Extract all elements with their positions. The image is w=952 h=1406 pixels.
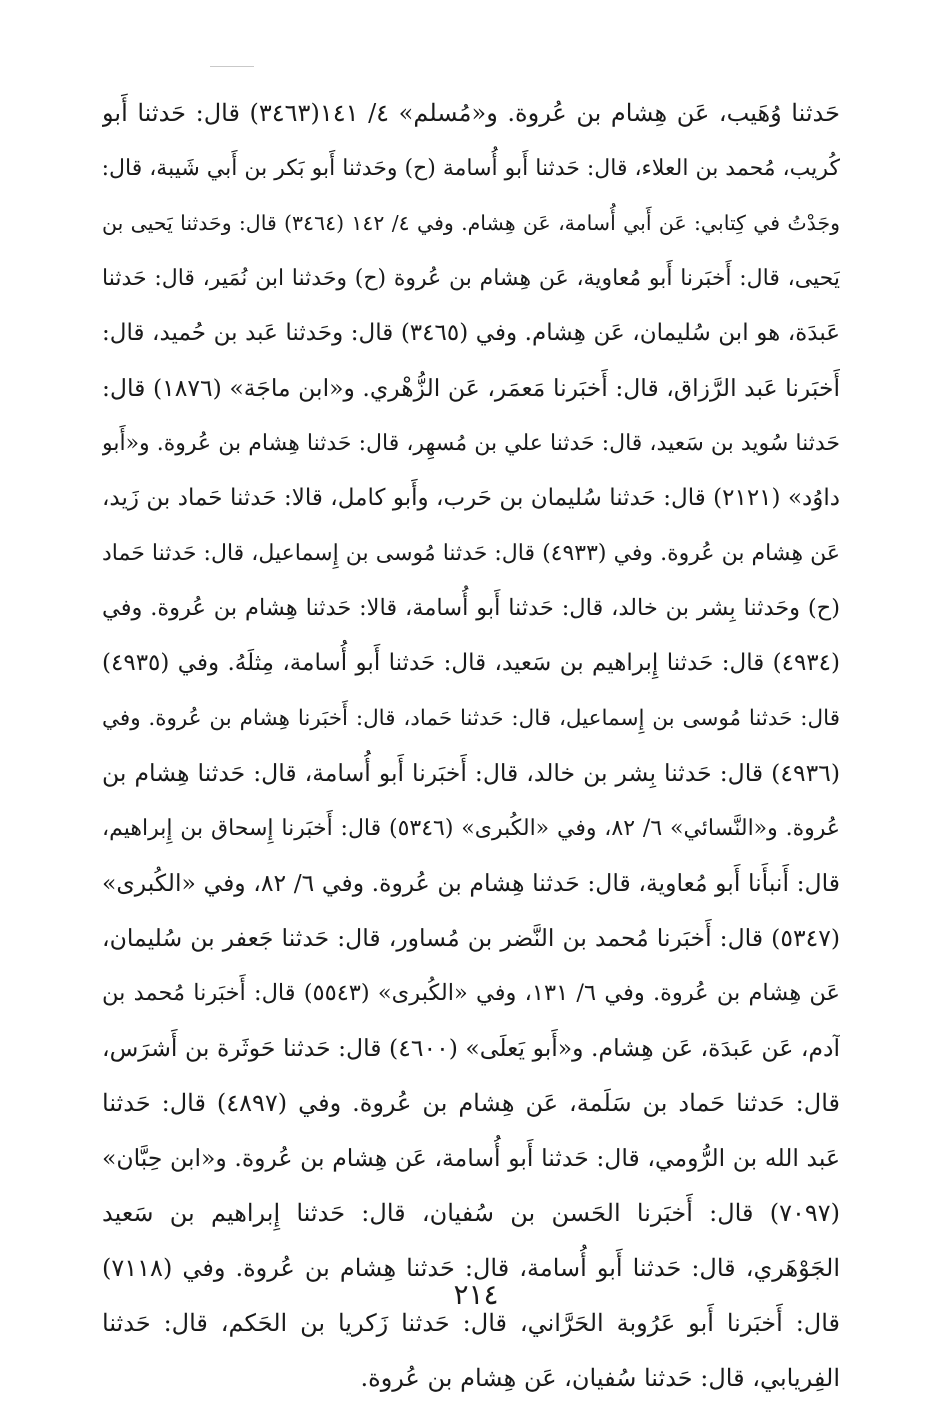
- text-line: حَدثنا سُويد بن سَعيد، قال: حَدثنا علي بن مُسهِر، قال: حَدثنا هِشام بن عُروة. و«أَبو: [102, 431, 840, 456]
- text-line: قال: أَنبأَنا أَبو مُعاوية، قال: حَدثنا هِشام بن عُروة. وفي ٦/ ٨٢، وفي «الكُبرى»: [102, 869, 840, 897]
- text-line: يَحيى، قال: أَخبَرنا أَبو مُعاوية، عَن هِشام بن عُروة (ح) وحَدثنا ابن نُمَير، قال: حَدثنا: [102, 266, 840, 291]
- text-line: (٤٩٣٤) قال: حَدثنا إِبراهيم بن سَعيد، قال: حَدثنا أَبو أُسامة، مِثلَهُ. وفي (٤٩٣٥): [102, 650, 840, 676]
- text-line: قال: حَدثنا حَماد بن سَلَمة، عَن هِشام بن عُروة. وفي (٤٨٩٧) قال: حَدثنا: [102, 1089, 840, 1117]
- text-line: عُروة. و«النَّسائي» ٦/ ٨٢، وفي «الكُبرى» (٥٣٤٦) قال: أَخبَرنا إِسحاق بن إِبراهيم،: [102, 816, 840, 841]
- text-line: عَبد الله بن الرُّومي، قال: حَدثنا أَبو أُسامة، عَن هِشام بن عُروة. و«ابن حِبَّان»: [102, 1144, 840, 1172]
- text-line: وجَدْتُ في كِتابي: عَن أَبي أُسامة، عَن هِشام. وفي ٤/ ١٤٢ (٣٤٦٤) قال: وحَدثنا يَحيى بن: [102, 211, 840, 235]
- text-line: داوُد» (٢١٢١) قال: حَدثنا سُليمان بن حَرب، وأَبو كامل، قالا: حَدثنا حَماد بن زَيد،: [102, 485, 840, 511]
- text-line: عَن هِشام بن عُروة. وفي ٦/ ١٣١، وفي «الكُبرى» (٥٥٤٣) قال: أَخبَرنا مُحمد بن: [102, 980, 840, 1006]
- scan-mark: [210, 66, 254, 67]
- text-line: أَخبَرنا عَبد الرَّزاق، قال: أَخبَرنا مَعمَر، عَن الزُّهْري. و«ابن ماجَة» (١٨٧٦) قال:: [102, 374, 840, 402]
- page-number: ٢١٤: [453, 1278, 499, 1311]
- text-line: عَن هِشام بن عُروة. وفي (٤٩٣٣) قال: حَدثنا مُوسى بن إِسماعيل، قال: حَدثنا حَماد: [102, 541, 840, 566]
- text-line: عَبدَة، هو ابن سُليمان، عَن هِشام. وفي (٣٤٦٥) قال: وحَدثنا عَبد بن حُميد، قال:: [102, 320, 840, 346]
- text-line: قال: حَدثنا مُوسى بن إِسماعيل، قال: حَدثنا حَماد، قال: أَخبَرنا هِشام بن عُروة. وفي: [102, 706, 840, 731]
- text-line: كُريب، مُحمد بن العلاء، قال: حَدثنا أَبو أُسامة (ح) وحَدثنا أَبو بَكر بن أَبي شَيبة، قال:: [102, 156, 840, 181]
- text-line-last: الفِريابي، قال: حَدثنا سُفيان، عَن هِشام بن عُروة.: [360, 1364, 840, 1392]
- text-line: الجَوْهَري، قال: حَدثنا أَبو أُسامة، قال: حَدثنا هِشام بن عُروة. وفي (٧١١٨): [102, 1254, 840, 1282]
- text-line: (٤٩٣٦) قال: حَدثنا بِشر بن خالد، قال: أَخبَرنا أَبو أُسامة، قال: حَدثنا هِشام بن: [102, 759, 840, 787]
- text-line: (٥٣٤٧) قال: أَخبَرنا مُحمد بن النَّضر بن مُساور، قال: حَدثنا جَعفر بن سُليمان،: [102, 924, 840, 952]
- text-line: قال: أَخبَرنا أَبو عَرُوبة الحَرَّاني، قال: حَدثنا زَكريا بن الحَكم، قال: حَدثنا: [102, 1309, 840, 1337]
- text-line: حَدثنا وُهَيب، عَن هِشام بن عُروة. و«مُسلم» ٤/ ١٤١(٣٤٦٣) قال: حَدثنا أَبو: [102, 99, 840, 127]
- text-line: آدم، عَن عَبدَة، عَن هِشام. و«أَبو يَعلَى» (٤٦٠٠) قال: حَدثنا حَوثَرة بن أَشرَس،: [102, 1034, 840, 1062]
- text-line: (٧٠٩٧) قال: أَخبَرنا الحَسن بن سُفيان، قال: حَدثنا إِبراهيم بن سَعيد: [102, 1199, 840, 1227]
- text-line: (ح) وحَدثنا بِشر بن خالد، قال: حَدثنا أَبو أُسامة، قالا: حَدثنا هِشام بن عُروة. وفي: [102, 595, 840, 621]
- hadith-text-block: [102, 86, 840, 1406]
